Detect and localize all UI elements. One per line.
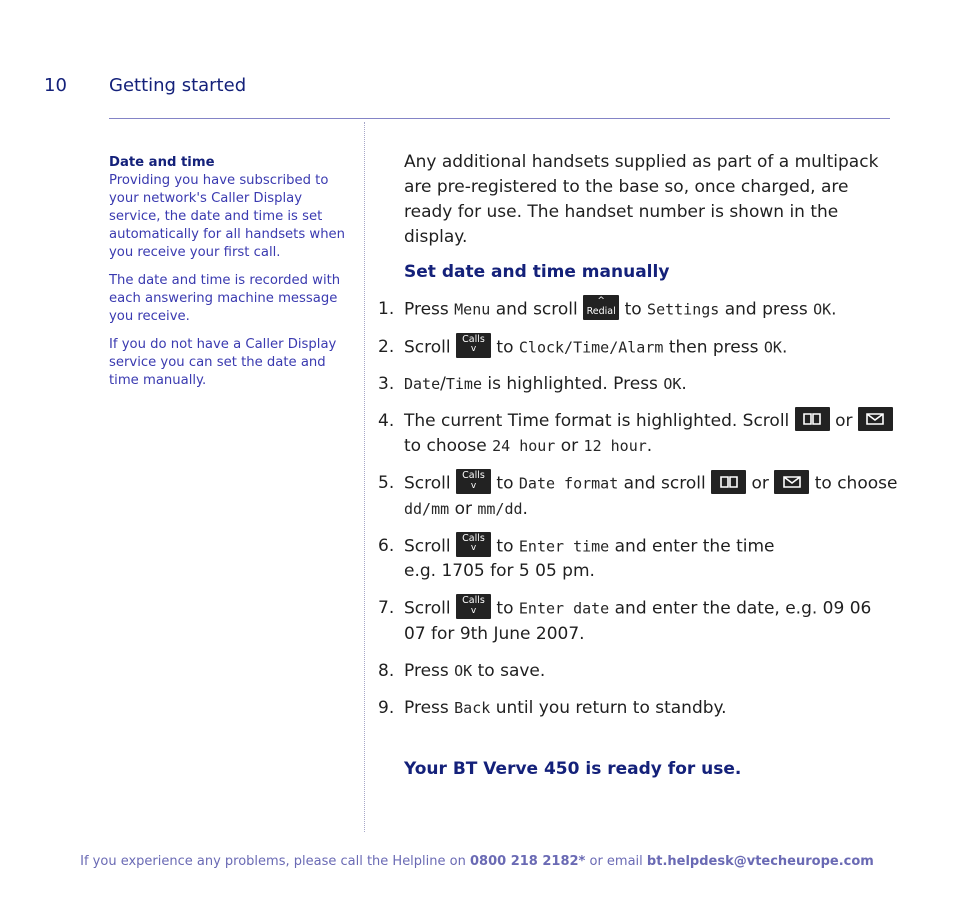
sidebar-paragraph: If you do not have a Caller Display service you can set the date and time manually. [109,337,337,388]
step-text: / [440,374,446,394]
step-text: to [496,598,514,619]
step-9 [378,696,898,721]
redial-key-icon [583,295,619,320]
display-text: 24 hour [492,437,556,455]
calls-key-icon [456,469,491,494]
intro-paragraph: Any additional handsets supplied as part of a multipack are pre-registered to the base so, once charged, are ready for use. The handset number is shown in the display. [404,152,879,247]
display-text: Settings [647,300,720,319]
step-number: 5. [378,473,395,493]
display-text: Date [404,375,441,393]
footer-text: If you experience any problems, please call the Helpline on [80,854,466,869]
sidebar [109,154,349,400]
step-text: and press [724,299,808,320]
step-text: or [560,436,579,456]
step-text: Scroll [404,337,451,357]
display-text: dd/mm [404,499,450,518]
step-text: Scroll [404,598,451,619]
ready-message: Your BT Verve 450 is ready for use. [404,758,742,779]
display-text: Enter date [518,599,610,618]
calls-key-icon [456,333,491,358]
step-number: 4. [378,411,395,431]
display-text: mm/dd [477,499,523,518]
step-text: The current Time format is highlighted. Scroll [404,411,790,431]
down-arrow-icon: v [470,480,477,491]
helpline-number: 0800 218 2182* [469,854,586,869]
down-arrow-icon: v [470,543,477,553]
down-arrow-icon: v [470,605,477,616]
step-text: Scroll [404,536,451,556]
step-text: Press [404,697,449,718]
step-text: to [496,536,514,556]
calls-key-icon [456,594,491,619]
step-text: and enter the date, e.g. 09 06 07 for 9th June 2007. [404,598,872,644]
sidebar-paragraph: The date and time is recorded with each answering machine message you receive. [109,273,341,324]
sidebar-title: Date and time [109,155,215,170]
display-text: OK [763,338,782,356]
step-4 [378,409,898,459]
display-text: Date format [518,474,619,493]
step-number: 1. [378,299,395,319]
step-5 [378,471,898,522]
step-text: and scroll [623,473,706,494]
step-text: . [522,498,528,519]
phonebook-key-icon [711,470,746,494]
key-label: Calls [462,595,485,606]
step-number: 6. [378,535,395,556]
step-number: 8. [378,660,395,681]
display-text: OK [663,375,682,393]
step-text: to [624,299,642,320]
steps-list [378,297,898,721]
key-label: Calls [462,333,485,345]
subheading: Set date and time manually [404,262,670,282]
book-icon [720,476,738,488]
phonebook-key-icon [795,407,830,431]
step-text: . [831,299,837,320]
step-text: is highlighted. Press [487,374,658,394]
step-text: or [751,473,769,494]
sidebar-paragraph: Providing you have subscribed to your network's Caller Display service, the date and time is set automatically for all handsets when you receive your first call. [109,173,346,260]
messages-key-icon [774,470,809,494]
messages-key-icon [858,407,893,431]
calls-key-icon [456,532,491,557]
display-text: OK [454,661,473,680]
step-text: to [496,337,514,357]
up-arrow-icon: ^ [597,296,605,306]
step-text: to save. [477,660,546,681]
display-text: OK [813,300,832,319]
display-text: 12 hour [583,437,647,455]
down-arrow-icon: v [470,344,477,354]
section-title: Getting started [109,75,247,96]
book-icon [803,413,821,425]
step-text: and enter the time [614,536,775,556]
step-text: to [496,473,514,494]
display-text: Time [445,375,482,393]
envelope-icon [783,476,801,488]
step-text: until you return to standby. [495,697,727,718]
step-8 [378,659,898,684]
step-number: 3. [378,374,395,394]
step-text: . [646,436,653,456]
display-text: Back [454,698,491,717]
step-6 [378,534,898,585]
step-2 [378,335,898,361]
step-7 [378,596,898,647]
main-content [378,150,898,782]
step-1 [378,297,898,323]
key-label: Redial [586,306,616,317]
step-text: e.g. 1705 for 5 05 pm. [404,561,595,581]
display-text: Clock/Time/Alarm [518,338,664,356]
footer-text: or email [589,854,643,869]
step-text: then press [668,337,759,357]
key-label: Calls [462,532,485,544]
footer [0,854,954,869]
key-label: Calls [462,470,485,481]
step-text: . [681,374,687,394]
display-text: Enter time [518,537,610,555]
helpdesk-email: bt.helpdesk@vtecheurope.com [646,854,874,869]
step-number: 9. [378,697,395,718]
envelope-icon [866,413,884,425]
display-text: Menu [454,300,491,319]
step-text: Press [404,660,449,681]
step-text: to choose [814,473,898,494]
step-text: . [781,337,788,357]
step-number: 2. [378,336,395,357]
column-divider [364,122,365,832]
page-number: 10 [44,75,67,96]
header-rule [109,118,890,119]
step-3 [378,372,898,397]
step-number: 7. [378,598,395,618]
step-text: and scroll [495,299,578,320]
step-text: or [835,411,853,431]
step-text: to choose [404,436,487,456]
step-text: or [454,498,472,519]
step-text: Press [404,299,449,320]
step-text: Scroll [404,473,451,494]
